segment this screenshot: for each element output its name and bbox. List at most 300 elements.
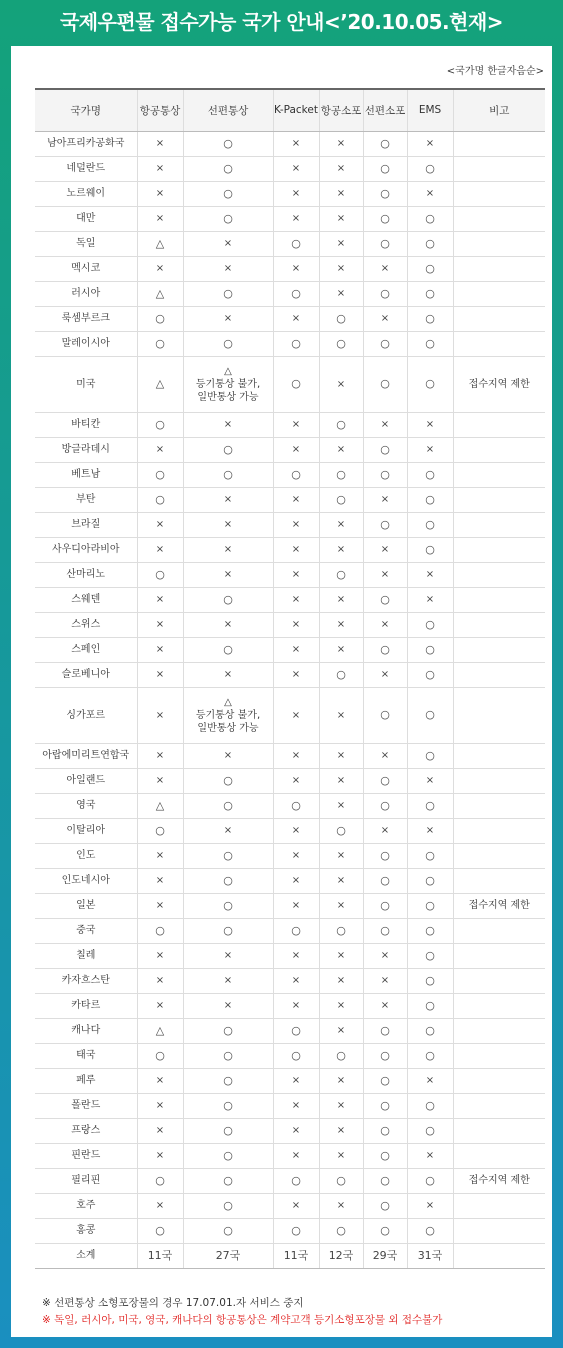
availability-cell [319,512,363,537]
table-row [35,462,545,487]
availability-cell [407,743,453,768]
availability-cell [363,768,407,793]
availability-cell [363,206,407,231]
availability-cell [363,943,407,968]
availability-cell [273,356,319,412]
cell-value: ○ [380,1148,390,1162]
availability-cell [137,793,183,818]
availability-cell [273,206,319,231]
remarks-cell [453,943,545,968]
remarks-cell: 접수지역 제한 [453,1168,545,1193]
cell-value: × [336,138,346,149]
cell-value: ○ [425,1123,435,1137]
availability-cell [137,356,183,412]
table-row [35,306,545,331]
remarks-cell [453,1118,545,1143]
availability-cell [183,131,273,156]
table-row [35,868,545,893]
table-row [35,1018,545,1043]
availability-cell [273,331,319,356]
availability-cell [319,1068,363,1093]
cell-value: × [291,619,301,630]
availability-cell [319,231,363,256]
cell-value: ○ [380,798,390,812]
cell-value: × [155,1000,165,1011]
cell-value: × [291,138,301,149]
cell-value: △ [155,236,165,250]
cell-value: × [291,569,301,580]
availability-cell [183,687,273,743]
availability-cell [319,1118,363,1143]
availability-cell [137,1143,183,1168]
cell-value: × [223,825,233,836]
cell-value: ○ [425,1023,435,1037]
cell-value: × [155,188,165,199]
cell-value: ○ [380,592,390,606]
cell-value: ○ [291,1048,301,1062]
cell-value: × [425,594,435,605]
cell-value: ○ [223,1098,233,1112]
table-row [35,412,545,437]
table-row [35,637,545,662]
cell-value: ○ [425,948,435,962]
availability-cell [407,818,453,843]
cell-value: × [380,544,390,555]
cell-value: × [155,544,165,555]
remarks-cell [453,462,545,487]
cell-value: ○ [223,923,233,937]
availability-cell [407,1218,453,1243]
availability-cell [407,768,453,793]
availability-cell [137,306,183,331]
availability-cell [319,281,363,306]
availability-cell [319,256,363,281]
country-name-cell: 프랑스 [35,1118,137,1143]
cell-value: ○ [291,1223,301,1237]
availability-cell [363,793,407,818]
country-name-cell: 인도 [35,843,137,868]
cell-value: ○ [380,136,390,150]
availability-cell [363,562,407,587]
availability-cell [319,206,363,231]
availability-cell [137,768,183,793]
availability-cell [137,1018,183,1043]
cell-value: × [291,975,301,986]
availability-cell [137,1193,183,1218]
availability-cell [407,1143,453,1168]
cell-value: 31국 [417,1248,443,1262]
cell-value: ○ [425,336,435,350]
availability-cell [363,1193,407,1218]
availability-cell [183,512,273,537]
cell-value: × [223,519,233,530]
cell-value: × [291,1100,301,1111]
cell-value: × [336,163,346,174]
cell-value: ○ [155,336,165,350]
availability-cell [137,562,183,587]
cell-value: ○ [223,773,233,787]
availability-cell [137,662,183,687]
availability-cell [137,437,183,462]
cell-value: × [155,594,165,605]
availability-cell [183,743,273,768]
availability-cell [137,537,183,562]
availability-cell [137,512,183,537]
availability-cell [183,1043,273,1068]
availability-cell [407,356,453,412]
remarks-cell [453,1093,545,1118]
cell-value: ○ [425,898,435,912]
total-row [35,1243,545,1268]
availability-cell [363,637,407,662]
cell-value: × [291,709,301,721]
availability-cell [137,587,183,612]
availability-cell [407,662,453,687]
cell-value: × [336,213,346,224]
country-name-cell: 말레이시아 [35,331,137,356]
cell-value: ○ [425,798,435,812]
availability-cell [319,968,363,993]
cell-value: × [291,850,301,861]
cell-value: × [425,138,435,149]
cell-value: × [291,313,301,324]
availability-cell [273,412,319,437]
cell-value: × [336,288,346,299]
availability-cell [183,281,273,306]
availability-cell [273,1218,319,1243]
remarks-cell [453,281,545,306]
country-name-cell: 영국 [35,793,137,818]
header-air-parcel: 항공소포 [319,89,363,131]
table-row [35,918,545,943]
remarks-cell [453,818,545,843]
availability-cell [273,156,319,181]
header-country: 국가명 [35,89,137,131]
availability-cell [407,256,453,281]
availability-cell [363,993,407,1018]
availability-cell [319,331,363,356]
cell-value: × [336,1150,346,1161]
remarks-cell [453,231,545,256]
cell-value: ○ [425,236,435,250]
cell-value: ○ [380,1023,390,1037]
cell-value: × [336,188,346,199]
availability-cell [363,743,407,768]
availability-cell [183,1068,273,1093]
availability-cell [137,843,183,868]
availability-cell [407,1193,453,1218]
availability-cell [407,1068,453,1093]
cell-value: ○ [155,1223,165,1237]
cell-value: ○ [223,286,233,300]
availability-cell [273,1168,319,1193]
availability-cell [319,918,363,943]
availability-cell [137,256,183,281]
cell-line: △ [224,365,232,377]
country-name-cell: 필리핀 [35,1168,137,1193]
availability-cell [137,281,183,306]
cell-value: ○ [336,336,346,350]
cell-value: ○ [380,442,390,456]
availability-cell [183,437,273,462]
availability-cell [137,943,183,968]
cell-value: × [291,750,301,761]
remarks-cell [453,256,545,281]
country-name-cell: 페루 [35,1068,137,1093]
availability-cell [363,356,407,412]
cell-value: × [336,1200,346,1211]
cell-value: × [155,1100,165,1111]
remarks-cell [453,1243,545,1268]
availability-cell [137,1093,183,1118]
cell-value: × [336,850,346,861]
remarks-cell: 접수지역 제한 [453,356,545,412]
table-row [35,512,545,537]
availability-cell [363,818,407,843]
availability-cell [183,462,273,487]
table-row [35,1193,545,1218]
availability-cell [137,156,183,181]
cell-value: ○ [425,642,435,656]
cell-value: × [223,1000,233,1011]
availability-cell [363,131,407,156]
country-name-cell: 산마리노 [35,562,137,587]
cell-value: × [155,1200,165,1211]
table-row [35,662,545,687]
table-row [35,687,545,743]
cell-value: ○ [223,642,233,656]
availability-cell [363,537,407,562]
remarks-cell [453,793,545,818]
country-name-cell: 독일 [35,231,137,256]
country-name-cell: 호주 [35,1193,137,1218]
availability-cell [183,793,273,818]
cell-value: ○ [223,1148,233,1162]
footnote-air-restriction: ※ 독일, 러시아, 미국, 영국, 캐나다의 항공통상은 계약고객 등기소형포장물 외 접수불가 [42,1314,443,1326]
country-name-cell: 멕시코 [35,256,137,281]
cell-value: × [155,138,165,149]
availability-cell [273,512,319,537]
cell-value: × [155,875,165,886]
remarks-cell [453,1043,545,1068]
page-title: 국제우편물 접수가능 국가 안내<’20.10.05.현재> [59,10,504,34]
cell-value: × [291,1075,301,1086]
cell-value: × [291,644,301,655]
availability-cell [319,993,363,1018]
cell-value: × [223,750,233,761]
availability-cell [273,281,319,306]
availability-cell [183,306,273,331]
cell-value: × [223,544,233,555]
cell-value: × [336,619,346,630]
cell-value: ○ [336,1173,346,1187]
availability-cell [137,487,183,512]
availability-cell [319,537,363,562]
availability-cell [407,156,453,181]
cell-value: ○ [291,286,301,300]
availability-cell [137,1043,183,1068]
country-name-cell: 아일랜드 [35,768,137,793]
remarks-cell [453,1218,545,1243]
cell-value: ○ [155,467,165,481]
availability-cell [273,306,319,331]
cell-value: × [155,444,165,455]
cell-value: ○ [155,823,165,837]
header-surface-parcel: 선편소포 [363,89,407,131]
cell-value: △ [155,377,165,390]
availability-cell [407,587,453,612]
country-name-cell: 카자흐스탄 [35,968,137,993]
availability-cell [273,231,319,256]
availability-cell [407,1243,453,1268]
availability-cell [273,843,319,868]
cell-value: × [380,975,390,986]
availability-cell [273,131,319,156]
availability-cell [407,943,453,968]
availability-cell [183,562,273,587]
cell-value: × [223,263,233,274]
availability-cell [407,231,453,256]
cell-value: × [291,444,301,455]
cell-value: × [336,1025,346,1036]
country-table [35,88,545,1269]
table-row [35,437,545,462]
availability-cell [407,637,453,662]
cell-value: ○ [380,1198,390,1212]
cell-value: × [223,313,233,324]
availability-cell [183,181,273,206]
availability-cell [407,918,453,943]
cell-value: ○ [155,923,165,937]
cell-value: × [155,519,165,530]
availability-cell [407,1168,453,1193]
availability-cell [183,818,273,843]
availability-cell [363,256,407,281]
availability-cell [183,612,273,637]
cell-value: ○ [425,708,435,721]
cell-value: 12국 [328,1248,354,1262]
cell-value: × [155,1150,165,1161]
cell-value: × [336,1100,346,1111]
availability-cell [363,487,407,512]
table-row [35,612,545,637]
cell-value: ○ [425,998,435,1012]
cell-value: × [155,950,165,961]
country-name-cell: 싱가포르 [35,687,137,743]
availability-cell [137,918,183,943]
availability-cell [183,868,273,893]
cell-value: × [291,825,301,836]
cell-value: × [336,544,346,555]
cell-value: ○ [291,1023,301,1037]
cell-value: × [223,494,233,505]
cell-value: ○ [336,467,346,481]
remarks-cell [453,587,545,612]
cell-value: ○ [425,261,435,275]
cell-value: × [336,1125,346,1136]
table-header-row [35,89,545,131]
availability-cell [319,156,363,181]
availability-cell [319,1243,363,1268]
availability-cell [273,587,319,612]
availability-cell [183,356,273,412]
cell-value: × [291,494,301,505]
availability-cell [407,793,453,818]
header-remarks: 비고 [453,89,545,131]
header-k-packet: K-Packet [273,89,319,131]
cell-value: × [291,669,301,680]
cell-value: × [291,163,301,174]
availability-cell [363,1143,407,1168]
cell-value: ○ [223,1048,233,1062]
availability-cell [273,1193,319,1218]
cell-value: ○ [425,1223,435,1237]
cell-value: × [336,800,346,811]
cell-value: × [425,569,435,580]
remarks-cell [453,331,545,356]
country-name-cell: 방글라데시 [35,437,137,462]
availability-cell [363,1068,407,1093]
availability-cell [273,793,319,818]
remarks-cell [453,1068,545,1093]
availability-cell [273,1018,319,1043]
availability-cell [273,562,319,587]
country-name-cell: 사우디아라비아 [35,537,137,562]
cell-value: ○ [380,708,390,721]
availability-cell [407,462,453,487]
cell-value: ○ [155,492,165,506]
cell-value: △ [155,286,165,300]
availability-cell [407,1043,453,1068]
cell-value: ○ [380,773,390,787]
cell-value: ○ [223,136,233,150]
cell-value: ○ [336,923,346,937]
cell-value: × [223,975,233,986]
cell-line: 등기통상 불가, [195,709,261,721]
remarks-cell [453,131,545,156]
availability-cell [273,662,319,687]
country-name-cell: 대만 [35,206,137,231]
availability-cell [183,993,273,1018]
cell-value: × [223,569,233,580]
country-name-cell: 남아프리카공화국 [35,131,137,156]
availability-cell [273,1093,319,1118]
table-row [35,818,545,843]
availability-cell [273,1068,319,1093]
cell-value: ○ [380,377,390,390]
country-name-cell: 중국 [35,918,137,943]
cell-value: × [155,750,165,761]
cell-value: × [336,238,346,249]
availability-cell [319,562,363,587]
availability-cell [319,768,363,793]
availability-cell [137,637,183,662]
remarks-cell: 접수지역 제한 [453,893,545,918]
cell-value: ○ [380,848,390,862]
availability-cell [273,818,319,843]
footnote-surface-service: ※ 선편통상 소형포장물의 경우 17.07.01.자 서비스 중지 [42,1297,304,1309]
cell-value: ○ [425,542,435,556]
availability-cell [319,637,363,662]
cell-value: ○ [425,873,435,887]
availability-cell [407,487,453,512]
cell-value: ○ [223,336,233,350]
availability-cell [363,1118,407,1143]
availability-cell [183,487,273,512]
availability-cell [137,687,183,743]
cell-value: ○ [380,1073,390,1087]
availability-cell [407,281,453,306]
